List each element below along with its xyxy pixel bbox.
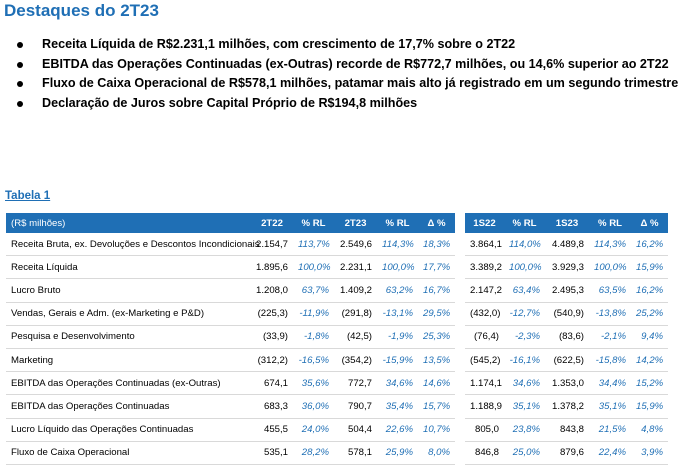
column-spacer — [455, 213, 465, 233]
row-label: Pesquisa e Desenvolvimento — [6, 325, 251, 348]
table-cell: 504,4 — [334, 418, 377, 441]
table-cell: (540,9) — [545, 302, 589, 325]
table-row — [6, 441, 668, 464]
table-cell: 29,5% — [418, 302, 455, 325]
table-cell: -2,3% — [504, 325, 545, 348]
row-label: Vendas, Gerais e Adm. (ex-Marketing e P&D) — [6, 302, 251, 325]
table-cell: 34,4% — [589, 372, 631, 395]
table-row — [6, 256, 668, 279]
table-cell: 3,9% — [631, 441, 668, 464]
table-cell: 18,3% — [418, 233, 455, 256]
table-cell: (291,8) — [334, 302, 377, 325]
table-cell: 22,4% — [589, 441, 631, 464]
table-cell: 1.208,0 — [251, 279, 293, 302]
table-cell: 28,2% — [293, 441, 334, 464]
column-header: 2T23 — [334, 213, 377, 233]
column-header: % RL — [293, 213, 334, 233]
table-cell: 843,8 — [545, 418, 589, 441]
table-cell: (312,2) — [251, 348, 293, 371]
table-cell: 63,2% — [377, 279, 418, 302]
column-header: Δ % — [418, 213, 455, 233]
table-cell: 2.231,1 — [334, 256, 377, 279]
table-cell: -15,8% — [589, 348, 631, 371]
table-cell: 13,5% — [418, 348, 455, 371]
table-cell: 2.147,2 — [465, 279, 504, 302]
table-cell: -11,9% — [293, 302, 334, 325]
table-cell: 23,8% — [504, 418, 545, 441]
table-cell: 535,1 — [251, 441, 293, 464]
row-label: Marketing — [6, 348, 251, 371]
column-header: % RL — [504, 213, 545, 233]
bullet-icon — [17, 42, 23, 48]
table-cell: 2.495,3 — [545, 279, 589, 302]
table-cell: (76,4) — [465, 325, 504, 348]
table-cell: -13,1% — [377, 302, 418, 325]
table-cell: -12,7% — [504, 302, 545, 325]
table-cell: 2.549,6 — [334, 233, 377, 256]
table-cell: 36,0% — [293, 395, 334, 418]
column-spacer — [455, 395, 465, 418]
table-cell: 34,6% — [377, 372, 418, 395]
table-cell: 879,6 — [545, 441, 589, 464]
highlight-text: Fluxo de Caixa Operacional de R$578,1 milhões, patamar mais alto já registrado em um segundo trimestre — [42, 76, 679, 90]
table-cell: 4.489,8 — [545, 233, 589, 256]
table-cell: 1.174,1 — [465, 372, 504, 395]
highlight-item — [0, 94, 690, 114]
table-cell: 8,0% — [418, 441, 455, 464]
table-cell: (42,5) — [334, 325, 377, 348]
row-label: Lucro Líquido das Operações Continuadas — [6, 418, 251, 441]
table-cell: 3.389,2 — [465, 256, 504, 279]
table-cell: (225,3) — [251, 302, 293, 325]
column-header: (R$ milhões) — [6, 213, 251, 233]
table-cell: (83,6) — [545, 325, 589, 348]
highlight-text: Receita Líquida de R$2.231,1 milhões, com crescimento de 17,7% sobre o 2T22 — [42, 37, 516, 51]
table-cell: 578,1 — [334, 441, 377, 464]
table-row — [6, 302, 668, 325]
table-row — [6, 372, 668, 395]
column-header: % RL — [377, 213, 418, 233]
column-header: 2T22 — [251, 213, 293, 233]
table-row — [6, 395, 668, 418]
table-cell: 9,4% — [631, 325, 668, 348]
table-cell: (33,9) — [251, 325, 293, 348]
table-cell: 100,0% — [589, 256, 631, 279]
table-cell: 772,7 — [334, 372, 377, 395]
table-cell: 25,2% — [631, 302, 668, 325]
table-cell: (545,2) — [465, 348, 504, 371]
column-header: Δ % — [631, 213, 668, 233]
table-cell: 24,0% — [293, 418, 334, 441]
table-cell: 35,1% — [589, 395, 631, 418]
table-cell: -2,1% — [589, 325, 631, 348]
table-cell: 16,2% — [631, 233, 668, 256]
table-cell: 25,9% — [377, 441, 418, 464]
table-cell: 1.895,6 — [251, 256, 293, 279]
table-cell: 114,3% — [589, 233, 631, 256]
table-cell: 35,4% — [377, 395, 418, 418]
highlight-item — [0, 55, 690, 75]
table-cell: 790,7 — [334, 395, 377, 418]
table-cell: 21,5% — [589, 418, 631, 441]
table-cell: 683,3 — [251, 395, 293, 418]
column-spacer — [455, 233, 465, 256]
table-cell: 113,7% — [293, 233, 334, 256]
page-title: Destaques do 2T23 — [4, 1, 159, 20]
column-spacer — [455, 372, 465, 395]
table-cell: 100,0% — [293, 256, 334, 279]
table-cell: -16,5% — [293, 348, 334, 371]
table-cell: 1.378,2 — [545, 395, 589, 418]
row-label: Fluxo de Caixa Operacional — [6, 441, 251, 464]
table-row — [6, 233, 668, 256]
table-cell: 15,9% — [631, 395, 668, 418]
table-cell: 17,7% — [418, 256, 455, 279]
table-cell: 1.353,0 — [545, 372, 589, 395]
table-cell: 3.929,3 — [545, 256, 589, 279]
table-cell: 15,9% — [631, 256, 668, 279]
bullet-icon — [17, 101, 23, 107]
row-label: EBITDA das Operações Continuadas — [6, 395, 251, 418]
highlight-item — [0, 74, 690, 94]
table-cell: (622,5) — [545, 348, 589, 371]
table-cell: 4,8% — [631, 418, 668, 441]
highlight-item — [0, 35, 690, 55]
table-title: Tabela 1 — [5, 190, 51, 202]
column-spacer — [455, 441, 465, 464]
table-cell: 100,0% — [504, 256, 545, 279]
table-cell: 34,6% — [504, 372, 545, 395]
table-cell: 25,0% — [504, 441, 545, 464]
table-row — [6, 418, 668, 441]
column-spacer — [455, 348, 465, 371]
table-cell: 16,2% — [631, 279, 668, 302]
row-label: Receita Bruta, ex. Devoluções e Descontos Incondicionais — [6, 233, 251, 256]
table-cell: 63,5% — [589, 279, 631, 302]
highlight-text: Declaração de Juros sobre Capital Próprio de R$194,8 milhões — [42, 95, 418, 110]
column-spacer — [455, 302, 465, 325]
table-cell: -16,1% — [504, 348, 545, 371]
table-cell: (354,2) — [334, 348, 377, 371]
row-label: Lucro Bruto — [6, 279, 251, 302]
bullet-icon — [17, 62, 23, 68]
bullet-icon — [17, 81, 23, 87]
table-cell: 1.188,9 — [465, 395, 504, 418]
table-cell: 846,8 — [465, 441, 504, 464]
table-cell: (432,0) — [465, 302, 504, 325]
row-label: EBITDA das Operações Continuadas (ex-Outras) — [6, 372, 251, 395]
table-cell: 22,6% — [377, 418, 418, 441]
table-cell: 805,0 — [465, 418, 504, 441]
row-label: Receita Líquida — [6, 256, 251, 279]
column-header: 1S23 — [545, 213, 589, 233]
column-spacer — [455, 279, 465, 302]
financial-table — [6, 213, 668, 465]
table-cell: 35,1% — [504, 395, 545, 418]
table-row — [6, 348, 668, 371]
table-header-row — [6, 213, 668, 233]
column-header: 1S22 — [465, 213, 504, 233]
table-cell: 14,6% — [418, 372, 455, 395]
table-cell: 15,7% — [418, 395, 455, 418]
table-cell: 63,7% — [293, 279, 334, 302]
column-spacer — [455, 256, 465, 279]
table-cell: 1.409,2 — [334, 279, 377, 302]
table-cell: 455,5 — [251, 418, 293, 441]
column-spacer — [455, 418, 465, 441]
table-cell: -1,9% — [377, 325, 418, 348]
column-header: % RL — [589, 213, 631, 233]
highlight-text: EBITDA das Operações Continuadas (ex-Outras) recorde de R$772,7 milhões, ou 14,6% superior ao 2T22 — [42, 56, 669, 71]
table-cell: -1,8% — [293, 325, 334, 348]
table-cell: 15,2% — [631, 372, 668, 395]
table-cell: 10,7% — [418, 418, 455, 441]
table-cell: 114,0% — [504, 233, 545, 256]
table-cell: -13,8% — [589, 302, 631, 325]
table-cell: 63,4% — [504, 279, 545, 302]
highlights-list — [0, 35, 690, 113]
table-cell: 674,1 — [251, 372, 293, 395]
table-cell: 2.154,7 — [251, 233, 293, 256]
table-row — [6, 279, 668, 302]
table-cell: 114,3% — [377, 233, 418, 256]
table-cell: 100,0% — [377, 256, 418, 279]
table-row — [6, 325, 668, 348]
column-spacer — [455, 325, 465, 348]
table-cell: -15,9% — [377, 348, 418, 371]
table-cell: 3.864,1 — [465, 233, 504, 256]
table-cell: 16,7% — [418, 279, 455, 302]
table-cell: 14,2% — [631, 348, 668, 371]
table-cell: 35,6% — [293, 372, 334, 395]
table-cell: 25,3% — [418, 325, 455, 348]
